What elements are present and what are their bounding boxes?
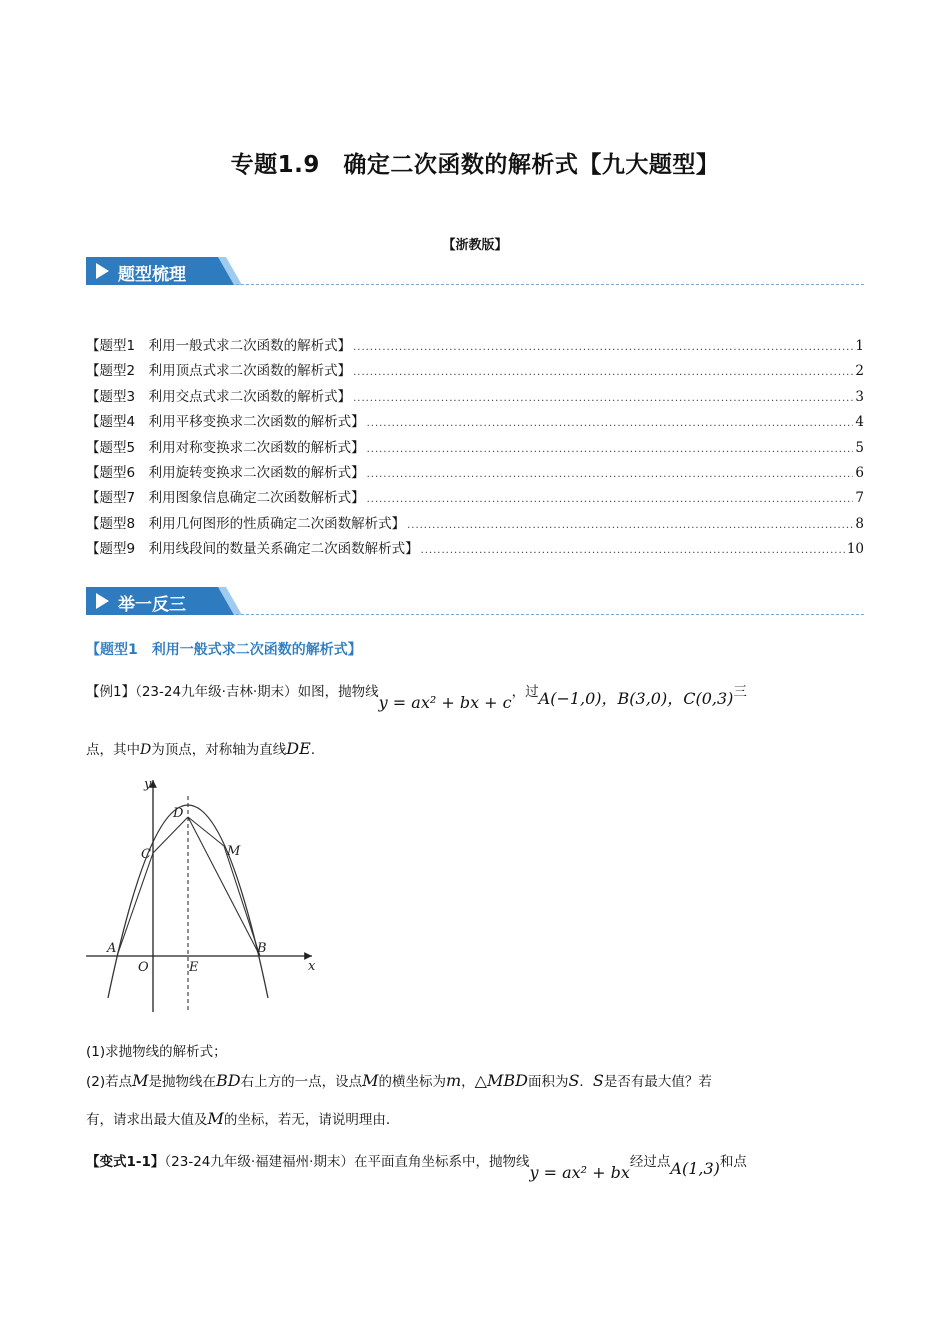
segment-DM [188, 817, 224, 846]
banner-examples [86, 587, 864, 617]
label-M: M [227, 844, 241, 859]
play-icon [96, 593, 109, 609]
label-O: O [138, 960, 149, 975]
label-C: C [141, 847, 151, 862]
edition-label: 【浙教版】 [442, 238, 508, 253]
label-x: x [308, 959, 316, 974]
label-D: D [173, 806, 184, 821]
example-1-line-1: 【例1】（23-24九年级·吉林·期末）如图，抛物线y = ax² + bx + c，过A(−1,0)，B(3,0)，C(0,3)三 [86, 684, 747, 712]
toc-item[interactable]: 【题型5 利用对称变换求二次函数的解析式】 ..... 5 [86, 436, 864, 461]
parabola-figure [86, 770, 326, 1015]
play-icon [96, 263, 109, 279]
banner-question-types [86, 257, 864, 287]
segment-DB [188, 817, 260, 956]
label-y: y [144, 777, 152, 792]
toc-item[interactable]: 【题型4 利用平移变换求二次函数的解析式】 ..... 4 [86, 410, 864, 435]
label-A: A [107, 941, 117, 956]
banner-label: 举一反三 [118, 595, 186, 615]
question-2-line-1: (2)若点M是抛物线在BD右上方的一点，设点M的横坐标为m，△MBD面积为S．S是否有最大值？若 [86, 1071, 712, 1090]
toc-item[interactable]: 【题型2 利用顶点式求二次函数的解析式】 ..... 2 [86, 359, 864, 384]
label-B: B [257, 941, 267, 956]
segment-CD [153, 817, 188, 853]
toc-item[interactable]: 【题型8 利用几何图形的性质确定二次函数解析式】 ..... 8 [86, 512, 864, 537]
banner-label: 题型梳理 [118, 265, 186, 285]
question-1: (1)求抛物线的解析式； [86, 1044, 227, 1060]
toc-item[interactable]: 【题型6 利用旋转变换求二次函数的解析式】 ..... 6 [86, 461, 864, 486]
variant-1-1: 【变式1-1】（23-24九年级·福建福州·期末）在平面直角坐标系中，抛物线y = ax² + bx经过点A(1,3)和点 [86, 1154, 747, 1182]
segment-MB [224, 846, 260, 956]
toc-item[interactable]: 【题型9 利用线段间的数量关系确定二次函数解析式】 ..... 10 [86, 537, 864, 562]
page-title: 专题1.9 确定二次函数的解析式【九大题型】 [230, 152, 720, 178]
segment-AC [117, 853, 153, 956]
label-E: E [189, 960, 199, 975]
table-of-contents [86, 334, 864, 563]
toc-item[interactable]: 【题型1 利用一般式求二次函数的解析式】 ..... 1 [86, 334, 864, 359]
toc-item[interactable]: 【题型3 利用交点式求二次函数的解析式】 ..... 3 [86, 385, 864, 410]
question-2-line-2: 有，请求出最大值及M的坐标，若无，请说明理由． [86, 1109, 400, 1128]
toc-item[interactable]: 【题型7 利用图象信息确定二次函数解析式】 ..... 7 [86, 486, 864, 511]
section-heading: 【题型1 利用一般式求二次函数的解析式】 [86, 642, 362, 658]
example-1-line-2: 点，其中D为顶点，对称轴为直线DE. [86, 739, 316, 758]
